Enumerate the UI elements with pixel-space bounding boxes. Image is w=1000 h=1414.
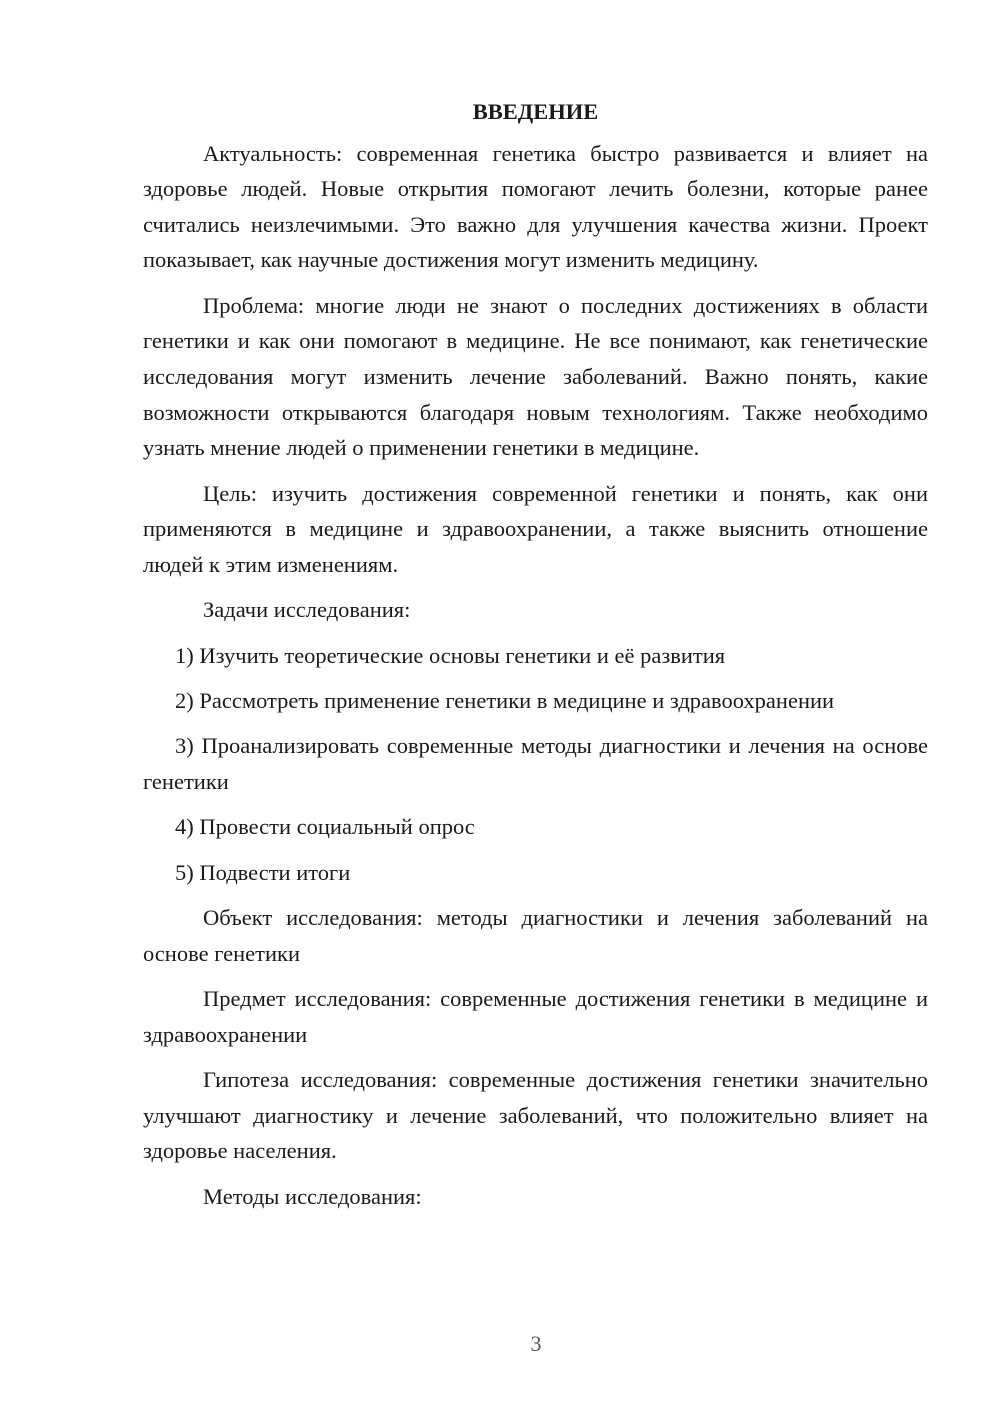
task-item-3: 3) Проанализировать современные методы диагностики и лечения на основе генетики <box>143 733 928 794</box>
task-item-5: 5) Подвести итоги <box>175 859 351 885</box>
methods-heading: Методы исследования: <box>203 1183 422 1209</box>
page-content <box>143 94 928 1224</box>
task-item-4: 4) Провести социальный опрос <box>175 814 475 840</box>
page-number: 3 <box>530 1331 542 1356</box>
hypothesis-paragraph: Гипотеза исследования: современные достижения генетики значительно улучшают диагностику и лечение заболеваний, что положительно влияет на здоровье населения. <box>143 1067 928 1164</box>
goal-paragraph: Цель: изучить достижения современной генетики и понять, как они применяются в медицине и здравоохранении, а также выяснить отношение людей к этим изменениям. <box>143 480 928 577</box>
page-title: ВВЕДЕНИЕ <box>472 99 599 124</box>
task-item-1: 1) Изучить теоретические основы генетики и её развития <box>175 642 726 668</box>
subject-paragraph: Предмет исследования: современные достижения генетики в медицине и здравоохранении <box>143 986 928 1047</box>
problem-paragraph: Проблема: многие люди не знают о последних достижениях в области генетики и как они помогают в медицине. Не все понимают, как генетические исследования могут изменить лечение заболеваний. Важно понять, какие возможности открываются благодаря новым технологиям. Также необходимо узнать мнение людей о применении генетики в медицине. <box>143 292 928 461</box>
task-item-2: 2) Рассмотреть применение генетики в медицине и здравоохранении <box>175 687 835 713</box>
relevance-paragraph: Актуальность: современная генетика быстро развивается и влияет на здоровье людей. Новые открытия помогают лечить болезни, которые ранее считались неизлечимыми. Это важно для улучшения качества жизни. Проект показывает, как научные достижения могут изменить медицину. <box>143 140 928 273</box>
tasks-heading: Задачи исследования: <box>203 597 411 623</box>
object-paragraph: Объект исследования: методы диагностики и лечения заболеваний на основе генетики <box>143 905 928 966</box>
